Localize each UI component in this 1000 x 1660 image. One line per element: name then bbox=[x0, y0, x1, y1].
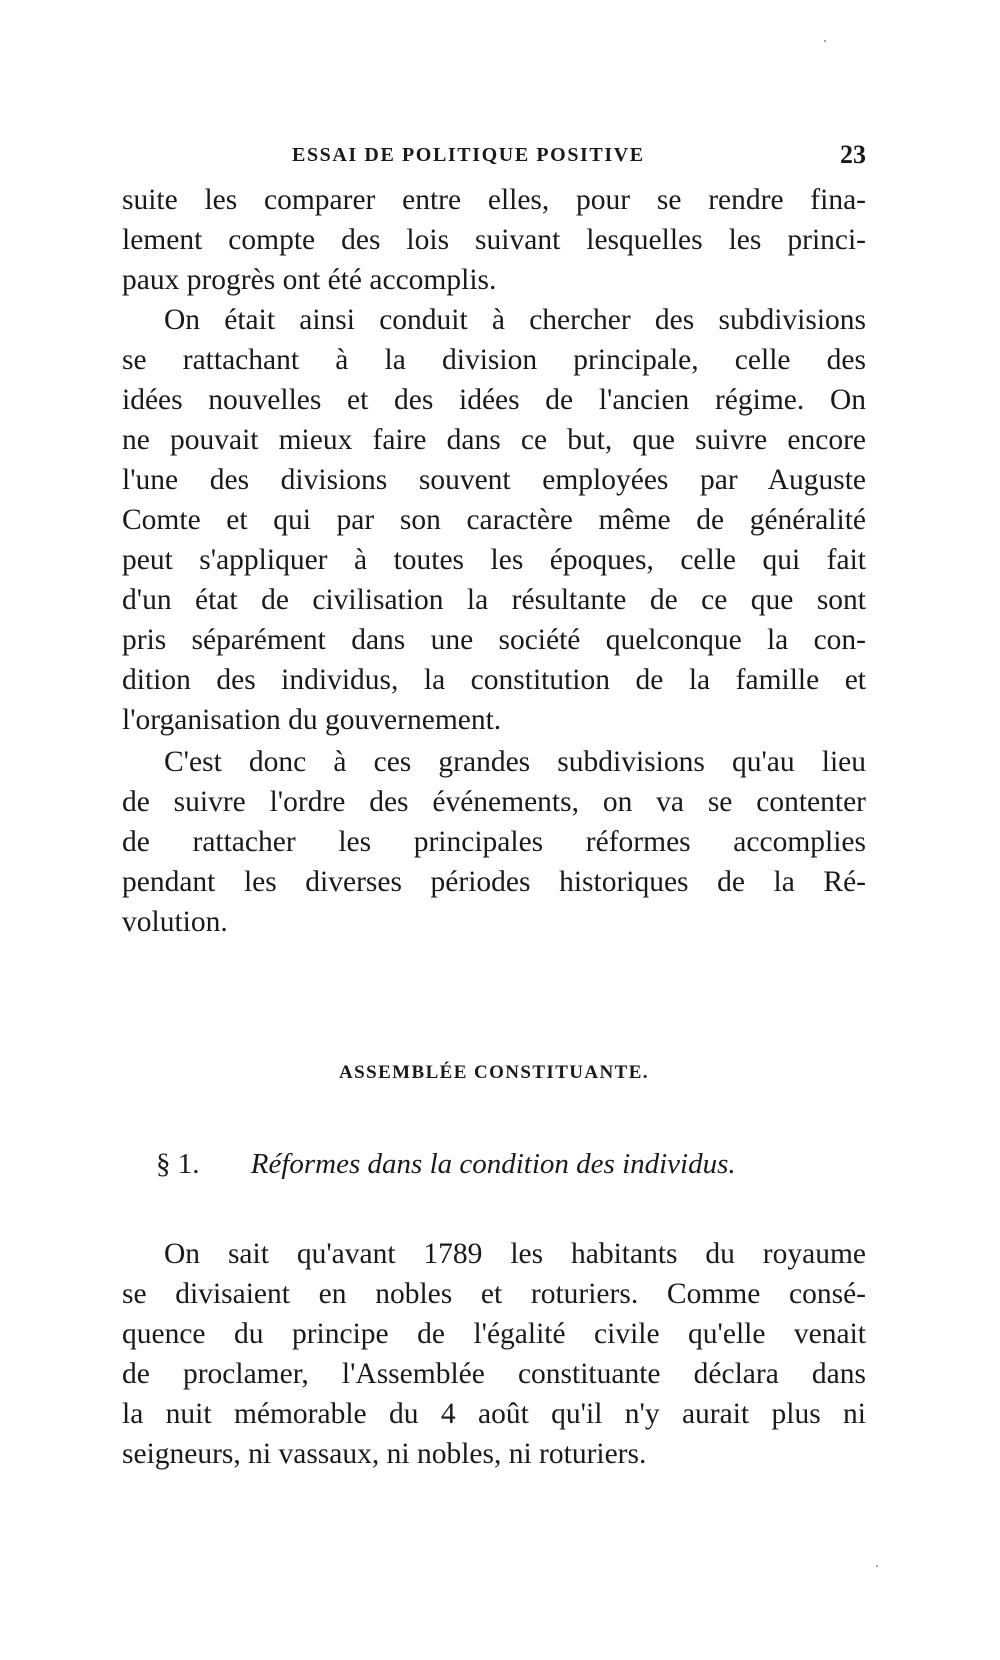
text-line: pendant les diverses périodes historiques de la Ré- bbox=[122, 866, 866, 898]
text-line: Comte et qui par son caractère même de généralité bbox=[122, 504, 866, 536]
text-line: C'est donc à ces grandes subdivisions qu'au lieu bbox=[164, 746, 866, 778]
text-line: On sait qu'avant 1789 les habitants du royaume bbox=[164, 1238, 866, 1270]
text-line: de proclamer, l'Assemblée constituante déclara dans bbox=[122, 1358, 866, 1390]
text-line: suite les comparer entre elles, pour se rendre fina- bbox=[122, 184, 866, 216]
text-line: On était ainsi conduit à chercher des subdivisions bbox=[164, 304, 866, 336]
text-line: de suivre l'ordre des événements, on va se contenter bbox=[122, 786, 866, 818]
text-line: paux progrès ont été accomplis. bbox=[122, 264, 497, 296]
text-line: de rattacher les principales réformes accomplies bbox=[122, 826, 866, 858]
text-line: dition des individus, la constitution de la famille et bbox=[122, 664, 866, 696]
running-title: ESSAI DE POLITIQUE POSITIVE bbox=[292, 144, 645, 166]
running-head bbox=[122, 140, 866, 174]
subsection-title: Réformes dans la condition des individus. bbox=[250, 1148, 736, 1180]
scan-speck bbox=[876, 1565, 878, 1567]
section-heading: ASSEMBLÉE CONSTITUANTE. bbox=[339, 1062, 649, 1083]
text-line: se rattachant à la division principale, celle des bbox=[122, 344, 866, 376]
subsection-heading bbox=[156, 1148, 736, 1181]
section-mark: § 1. bbox=[156, 1148, 200, 1180]
text-line: l'une des divisions souvent employées par Auguste bbox=[122, 464, 866, 496]
text-line: seigneurs, ni vassaux, ni nobles, ni roturiers. bbox=[122, 1438, 647, 1470]
page-number: 23 bbox=[840, 140, 866, 169]
text-line: peut s'appliquer à toutes les époques, celle qui fait bbox=[122, 544, 866, 576]
text-line: pris séparément dans une société quelconque la con- bbox=[122, 624, 866, 656]
text-line: ne pouvait mieux faire dans ce but, que suivre encore bbox=[122, 424, 866, 456]
text-line: d'un état de civilisation la résultante de ce que sont bbox=[122, 584, 866, 616]
text-line: idées nouvelles et des idées de l'ancien régime. On bbox=[122, 384, 866, 416]
text-line: l'organisation du gouvernement. bbox=[122, 704, 502, 736]
text-line: volution. bbox=[122, 906, 228, 938]
text-line: se divisaient en nobles et roturiers. Comme consé- bbox=[122, 1278, 866, 1310]
text-line: la nuit mémorable du 4 août qu'il n'y aurait plus ni bbox=[122, 1398, 866, 1430]
scan-speck bbox=[824, 40, 826, 42]
text-line: quence du principe de l'égalité civile qu'elle venait bbox=[122, 1318, 866, 1350]
text-line: lement compte des lois suivant lesquelles les princi- bbox=[122, 224, 866, 256]
